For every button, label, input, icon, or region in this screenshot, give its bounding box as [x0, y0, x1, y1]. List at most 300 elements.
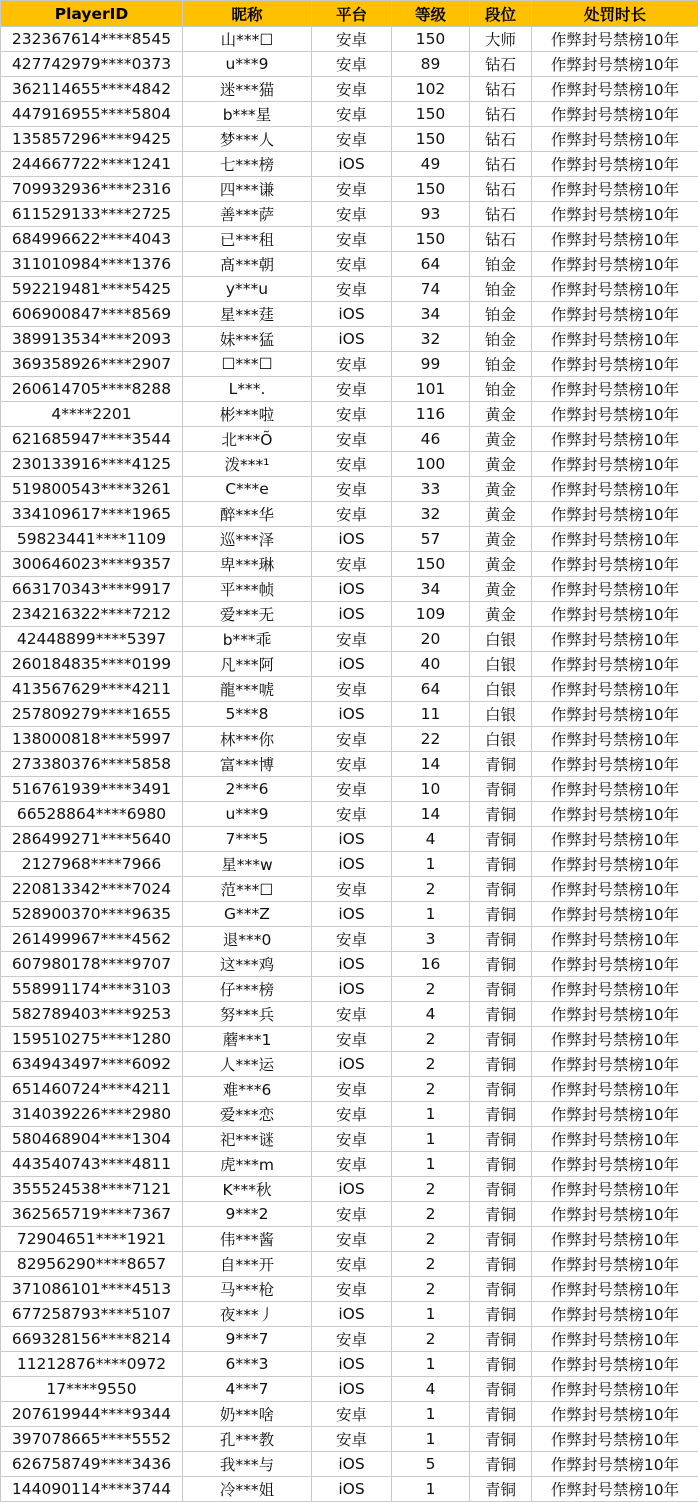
table-row — [1, 577, 698, 602]
platform-cell: iOS — [312, 1177, 392, 1202]
nickname-cell: K***秋 — [183, 1177, 312, 1202]
table-row — [1, 1102, 698, 1127]
player-id-cell: 2127968****7966 — [1, 852, 183, 877]
rank-cell: 白银 — [470, 702, 532, 727]
penalty-duration-cell: 作弊封号禁榜10年 — [532, 202, 698, 227]
penalty-duration-cell: 作弊封号禁榜10年 — [532, 252, 698, 277]
level-cell: 14 — [392, 802, 470, 827]
level-cell: 150 — [392, 177, 470, 202]
penalty-duration-cell: 作弊封号禁榜10年 — [532, 227, 698, 252]
table-row — [1, 1052, 698, 1077]
rank-cell: 钻石 — [470, 152, 532, 177]
platform-cell: iOS — [312, 1477, 392, 1502]
player-id-cell: 234216322****7212 — [1, 602, 183, 627]
platform-cell: iOS — [312, 1452, 392, 1477]
table-row — [1, 427, 698, 452]
table-row — [1, 102, 698, 127]
nickname-cell: 9***2 — [183, 1202, 312, 1227]
nickname-cell: 星***w — [183, 852, 312, 877]
level-cell: 20 — [392, 627, 470, 652]
nickname-cell: 伟***酱 — [183, 1227, 312, 1252]
player-id-cell: 261499967****4562 — [1, 927, 183, 952]
penalty-duration-cell: 作弊封号禁榜10年 — [532, 1052, 698, 1077]
penalty-duration-cell: 作弊封号禁榜10年 — [532, 1302, 698, 1327]
table-row — [1, 152, 698, 177]
player-id-cell: 232367614****8545 — [1, 27, 183, 52]
player-id-cell: 362565719****7367 — [1, 1202, 183, 1227]
penalty-duration-cell: 作弊封号禁榜10年 — [532, 27, 698, 52]
rank-cell: 青铜 — [470, 877, 532, 902]
table-header — [1, 1, 698, 27]
level-cell: 2 — [392, 1052, 470, 1077]
player-id-cell: 230133916****4125 — [1, 452, 183, 477]
rank-cell: 青铜 — [470, 1327, 532, 1352]
player-id-cell: 413567629****4211 — [1, 677, 183, 702]
table-row — [1, 1327, 698, 1352]
player-id-cell: 135857296****9425 — [1, 127, 183, 152]
nickname-cell: 妹***猛 — [183, 327, 312, 352]
rank-cell: 大师 — [470, 27, 532, 52]
penalty-duration-cell: 作弊封号禁榜10年 — [532, 952, 698, 977]
rank-cell: 青铜 — [470, 752, 532, 777]
level-cell: 109 — [392, 602, 470, 627]
player-id-cell: 59823441****1109 — [1, 527, 183, 552]
rank-cell: 青铜 — [470, 1302, 532, 1327]
table-row — [1, 302, 698, 327]
level-cell: 64 — [392, 252, 470, 277]
rank-cell: 钻石 — [470, 227, 532, 252]
player-id-cell: 311010984****1376 — [1, 252, 183, 277]
player-id-cell: 334109617****1965 — [1, 502, 183, 527]
penalty-duration-cell: 作弊封号禁榜10年 — [532, 52, 698, 77]
rank-cell: 青铜 — [470, 1177, 532, 1202]
table-row — [1, 227, 698, 252]
player-id-cell: 634943497****6092 — [1, 1052, 183, 1077]
level-cell: 10 — [392, 777, 470, 802]
platform-cell: 安卓 — [312, 1327, 392, 1352]
player-id-cell: 621685947****3544 — [1, 427, 183, 452]
penalty-duration-cell: 作弊封号禁榜10年 — [532, 477, 698, 502]
nickname-cell: 泼***¹ — [183, 452, 312, 477]
level-cell: 101 — [392, 377, 470, 402]
nickname-cell: 虎***m — [183, 1152, 312, 1177]
rank-cell: 铂金 — [470, 277, 532, 302]
platform-cell: iOS — [312, 1052, 392, 1077]
nickname-cell: 5***8 — [183, 702, 312, 727]
platform-cell: 安卓 — [312, 477, 392, 502]
penalty-duration-cell: 作弊封号禁榜10年 — [532, 177, 698, 202]
table-row — [1, 727, 698, 752]
penalty-duration-cell: 作弊封号禁榜10年 — [532, 752, 698, 777]
player-id-cell: 207619944****9344 — [1, 1402, 183, 1427]
header-player-id: PlayerID — [1, 1, 183, 27]
nickname-cell: 人***运 — [183, 1052, 312, 1077]
penalty-duration-cell: 作弊封号禁榜10年 — [532, 1377, 698, 1402]
level-cell: 2 — [392, 1027, 470, 1052]
nickname-cell: 髙***朝 — [183, 252, 312, 277]
player-id-cell: 371086101****4513 — [1, 1277, 183, 1302]
rank-cell: 白银 — [470, 652, 532, 677]
table-row — [1, 52, 698, 77]
table-row — [1, 852, 698, 877]
rank-cell: 黄金 — [470, 552, 532, 577]
table-row — [1, 702, 698, 727]
table-row — [1, 1252, 698, 1277]
player-id-cell: 17****9550 — [1, 1377, 183, 1402]
level-cell: 2 — [392, 1327, 470, 1352]
platform-cell: iOS — [312, 1352, 392, 1377]
nickname-cell: 9***7 — [183, 1327, 312, 1352]
level-cell: 4 — [392, 827, 470, 852]
player-id-cell: 516761939****3491 — [1, 777, 183, 802]
player-id-cell: 355524538****7121 — [1, 1177, 183, 1202]
level-cell: 3 — [392, 927, 470, 952]
header-platform: 平台 — [312, 1, 392, 27]
rank-cell: 青铜 — [470, 1102, 532, 1127]
platform-cell: 安卓 — [312, 1027, 392, 1052]
nickname-cell: 爱***无 — [183, 602, 312, 627]
nickname-cell: 蘑***1 — [183, 1027, 312, 1052]
penalty-duration-cell: 作弊封号禁榜10年 — [532, 677, 698, 702]
level-cell: 2 — [392, 1227, 470, 1252]
rank-cell: 黄金 — [470, 527, 532, 552]
penalty-duration-cell: 作弊封号禁榜10年 — [532, 1277, 698, 1302]
nickname-cell: 龍***唬 — [183, 677, 312, 702]
nickname-cell: 四***谦 — [183, 177, 312, 202]
penalty-duration-cell: 作弊封号禁榜10年 — [532, 302, 698, 327]
level-cell: 1 — [392, 1427, 470, 1452]
penalty-duration-cell: 作弊封号禁榜10年 — [532, 1177, 698, 1202]
table-row — [1, 527, 698, 552]
rank-cell: 铂金 — [470, 377, 532, 402]
platform-cell: iOS — [312, 977, 392, 1002]
nickname-cell: 卑***琳 — [183, 552, 312, 577]
level-cell: 1 — [392, 852, 470, 877]
rank-cell: 钻石 — [470, 77, 532, 102]
table-row — [1, 202, 698, 227]
platform-cell: iOS — [312, 952, 392, 977]
nickname-cell: y***u — [183, 277, 312, 302]
platform-cell: 安卓 — [312, 1202, 392, 1227]
player-id-cell: 4****2201 — [1, 402, 183, 427]
rank-cell: 青铜 — [470, 927, 532, 952]
header-row — [1, 1, 698, 27]
rank-cell: 铂金 — [470, 302, 532, 327]
rank-cell: 青铜 — [470, 1352, 532, 1377]
level-cell: 16 — [392, 952, 470, 977]
platform-cell: iOS — [312, 1377, 392, 1402]
penalty-duration-cell: 作弊封号禁榜10年 — [532, 1102, 698, 1127]
nickname-cell: 难***6 — [183, 1077, 312, 1102]
platform-cell: 安卓 — [312, 1102, 392, 1127]
player-id-cell: 669328156****8214 — [1, 1327, 183, 1352]
rank-cell: 黄金 — [470, 577, 532, 602]
penalty-duration-cell: 作弊封号禁榜10年 — [532, 852, 698, 877]
penalty-duration-cell: 作弊封号禁榜10年 — [532, 1002, 698, 1027]
player-id-cell: 257809279****1655 — [1, 702, 183, 727]
table-row — [1, 1027, 698, 1052]
level-cell: 34 — [392, 302, 470, 327]
nickname-cell: 梦***人 — [183, 127, 312, 152]
penalty-duration-cell: 作弊封号禁榜10年 — [532, 802, 698, 827]
nickname-cell: 夜***丿 — [183, 1302, 312, 1327]
rank-cell: 青铜 — [470, 977, 532, 1002]
player-id-cell: 592219481****5425 — [1, 277, 183, 302]
nickname-cell: 4***7 — [183, 1377, 312, 1402]
penalty-duration-cell: 作弊封号禁榜10年 — [532, 902, 698, 927]
level-cell: 14 — [392, 752, 470, 777]
platform-cell: 安卓 — [312, 1402, 392, 1427]
table-row — [1, 1452, 698, 1477]
penalty-duration-cell: 作弊封号禁榜10年 — [532, 1477, 698, 1502]
penalty-duration-cell: 作弊封号禁榜10年 — [532, 727, 698, 752]
rank-cell: 白银 — [470, 677, 532, 702]
platform-cell: 安卓 — [312, 627, 392, 652]
penalty-duration-cell: 作弊封号禁榜10年 — [532, 527, 698, 552]
penalty-duration-cell: 作弊封号禁榜10年 — [532, 827, 698, 852]
nickname-cell: 巡***泽 — [183, 527, 312, 552]
nickname-cell: 马***枪 — [183, 1277, 312, 1302]
penalty-duration-cell: 作弊封号禁榜10年 — [532, 1202, 698, 1227]
rank-cell: 青铜 — [470, 1252, 532, 1277]
level-cell: 33 — [392, 477, 470, 502]
player-id-cell: 582789403****9253 — [1, 1002, 183, 1027]
player-id-cell: 677258793****5107 — [1, 1302, 183, 1327]
penalty-duration-cell: 作弊封号禁榜10年 — [532, 927, 698, 952]
level-cell: 150 — [392, 127, 470, 152]
platform-cell: 安卓 — [312, 502, 392, 527]
player-id-cell: 397078665****5552 — [1, 1427, 183, 1452]
platform-cell: 安卓 — [312, 927, 392, 952]
player-id-cell: 244667722****1241 — [1, 152, 183, 177]
level-cell: 2 — [392, 1177, 470, 1202]
platform-cell: iOS — [312, 327, 392, 352]
rank-cell: 黄金 — [470, 477, 532, 502]
nickname-cell: 6***3 — [183, 1352, 312, 1377]
rank-cell: 白银 — [470, 627, 532, 652]
penalty-duration-cell: 作弊封号禁榜10年 — [532, 502, 698, 527]
table-row — [1, 1477, 698, 1502]
level-cell: 2 — [392, 977, 470, 1002]
player-id-cell: 72904651****1921 — [1, 1227, 183, 1252]
platform-cell: 安卓 — [312, 377, 392, 402]
level-cell: 150 — [392, 552, 470, 577]
penalty-duration-cell: 作弊封号禁榜10年 — [532, 1077, 698, 1102]
platform-cell: 安卓 — [312, 252, 392, 277]
header-nickname: 昵称 — [183, 1, 312, 27]
table-row — [1, 452, 698, 477]
table-row — [1, 377, 698, 402]
rank-cell: 白银 — [470, 727, 532, 752]
player-id-cell: 519800543****3261 — [1, 477, 183, 502]
nickname-cell: b***星 — [183, 102, 312, 127]
player-id-cell: 314039226****2980 — [1, 1102, 183, 1127]
table-row — [1, 802, 698, 827]
nickname-cell: b***乖 — [183, 627, 312, 652]
penalty-duration-cell: 作弊封号禁榜10年 — [532, 77, 698, 102]
nickname-cell: 彬***啦 — [183, 402, 312, 427]
level-cell: 2 — [392, 1252, 470, 1277]
rank-cell: 铂金 — [470, 352, 532, 377]
penalty-duration-cell: 作弊封号禁榜10年 — [532, 702, 698, 727]
rank-cell: 青铜 — [470, 1452, 532, 1477]
level-cell: 1 — [392, 1152, 470, 1177]
platform-cell: 安卓 — [312, 1427, 392, 1452]
rank-cell: 钻石 — [470, 177, 532, 202]
level-cell: 2 — [392, 1277, 470, 1302]
penalty-duration-cell: 作弊封号禁榜10年 — [532, 277, 698, 302]
rank-cell: 青铜 — [470, 1077, 532, 1102]
platform-cell: 安卓 — [312, 52, 392, 77]
rank-cell: 青铜 — [470, 1027, 532, 1052]
platform-cell: iOS — [312, 852, 392, 877]
level-cell: 49 — [392, 152, 470, 177]
table-row — [1, 277, 698, 302]
table-row — [1, 27, 698, 52]
platform-cell: 安卓 — [312, 1252, 392, 1277]
rank-cell: 青铜 — [470, 1152, 532, 1177]
header-level: 等级 — [392, 1, 470, 27]
nickname-cell: 北***Õ — [183, 427, 312, 452]
rank-cell: 青铜 — [470, 1377, 532, 1402]
platform-cell: iOS — [312, 902, 392, 927]
platform-cell: 安卓 — [312, 752, 392, 777]
level-cell: 34 — [392, 577, 470, 602]
player-id-cell: 82956290****8657 — [1, 1252, 183, 1277]
platform-cell: 安卓 — [312, 427, 392, 452]
table-row — [1, 752, 698, 777]
penalty-duration-cell: 作弊封号禁榜10年 — [532, 1227, 698, 1252]
table-row — [1, 877, 698, 902]
nickname-cell: 2***6 — [183, 777, 312, 802]
level-cell: 2 — [392, 1077, 470, 1102]
penalty-duration-cell: 作弊封号禁榜10年 — [532, 1327, 698, 1352]
level-cell: 1 — [392, 1102, 470, 1127]
level-cell: 2 — [392, 877, 470, 902]
table-row — [1, 1202, 698, 1227]
player-id-cell: 159510275****1280 — [1, 1027, 183, 1052]
table-row — [1, 927, 698, 952]
nickname-cell: 林***你 — [183, 727, 312, 752]
platform-cell: iOS — [312, 827, 392, 852]
penalty-duration-cell: 作弊封号禁榜10年 — [532, 1152, 698, 1177]
platform-cell: 安卓 — [312, 277, 392, 302]
nickname-cell: 奶***啥 — [183, 1402, 312, 1427]
penalty-duration-cell: 作弊封号禁榜10年 — [532, 1352, 698, 1377]
platform-cell: 安卓 — [312, 877, 392, 902]
level-cell: 89 — [392, 52, 470, 77]
platform-cell: 安卓 — [312, 77, 392, 102]
platform-cell: 安卓 — [312, 1077, 392, 1102]
nickname-cell: 7***5 — [183, 827, 312, 852]
level-cell: 1 — [392, 1352, 470, 1377]
nickname-cell: 努***兵 — [183, 1002, 312, 1027]
table-row — [1, 677, 698, 702]
nickname-cell: 已***租 — [183, 227, 312, 252]
penalty-duration-cell: 作弊封号禁榜10年 — [532, 652, 698, 677]
table-row — [1, 477, 698, 502]
platform-cell: iOS — [312, 527, 392, 552]
level-cell: 22 — [392, 727, 470, 752]
nickname-cell: 爱***恋 — [183, 1102, 312, 1127]
table-row — [1, 627, 698, 652]
level-cell: 2 — [392, 1202, 470, 1227]
header-rank: 段位 — [470, 1, 532, 27]
table-row — [1, 1077, 698, 1102]
platform-cell: 安卓 — [312, 352, 392, 377]
penalty-duration-cell: 作弊封号禁榜10年 — [532, 127, 698, 152]
player-id-cell: 607980178****9707 — [1, 952, 183, 977]
platform-cell: 安卓 — [312, 552, 392, 577]
player-id-cell: 611529133****2725 — [1, 202, 183, 227]
platform-cell: iOS — [312, 702, 392, 727]
level-cell: 32 — [392, 502, 470, 527]
nickname-cell: 善***萨 — [183, 202, 312, 227]
level-cell: 4 — [392, 1377, 470, 1402]
player-id-cell: 606900847****8569 — [1, 302, 183, 327]
table-row — [1, 1302, 698, 1327]
player-id-cell: 144090114****3744 — [1, 1477, 183, 1502]
rank-cell: 钻石 — [470, 202, 532, 227]
penalty-duration-cell: 作弊封号禁榜10年 — [532, 327, 698, 352]
player-id-cell: 651460724****4211 — [1, 1077, 183, 1102]
table-row — [1, 827, 698, 852]
platform-cell: 安卓 — [312, 227, 392, 252]
rank-cell: 青铜 — [470, 1202, 532, 1227]
level-cell: 1 — [392, 1402, 470, 1427]
table-row — [1, 352, 698, 377]
level-cell: 99 — [392, 352, 470, 377]
header-penalty-duration: 处罚时长 — [532, 1, 698, 27]
player-id-cell: 66528864****6980 — [1, 802, 183, 827]
player-id-cell: 684996622****4043 — [1, 227, 183, 252]
rank-cell: 黄金 — [470, 502, 532, 527]
player-id-cell: 528900370****9635 — [1, 902, 183, 927]
penalty-duration-cell: 作弊封号禁榜10年 — [532, 577, 698, 602]
rank-cell: 黄金 — [470, 427, 532, 452]
table-row — [1, 402, 698, 427]
platform-cell: 安卓 — [312, 727, 392, 752]
level-cell: 150 — [392, 227, 470, 252]
nickname-cell: 富***博 — [183, 752, 312, 777]
level-cell: 1 — [392, 1477, 470, 1502]
rank-cell: 钻石 — [470, 52, 532, 77]
player-id-cell: 663170343****9917 — [1, 577, 183, 602]
table-row — [1, 977, 698, 1002]
level-cell: 150 — [392, 27, 470, 52]
penalty-duration-cell: 作弊封号禁榜10年 — [532, 1452, 698, 1477]
platform-cell: iOS — [312, 602, 392, 627]
rank-cell: 青铜 — [470, 777, 532, 802]
nickname-cell: 冷***姐 — [183, 1477, 312, 1502]
platform-cell: iOS — [312, 152, 392, 177]
level-cell: 32 — [392, 327, 470, 352]
table-row — [1, 1427, 698, 1452]
platform-cell: 安卓 — [312, 677, 392, 702]
nickname-cell: ☐***☐ — [183, 352, 312, 377]
player-id-cell: 260614705****8288 — [1, 377, 183, 402]
player-id-cell: 362114655****4842 — [1, 77, 183, 102]
table-row — [1, 177, 698, 202]
penalty-duration-cell: 作弊封号禁榜10年 — [532, 102, 698, 127]
platform-cell: 安卓 — [312, 777, 392, 802]
player-id-cell: 369358926****2907 — [1, 352, 183, 377]
player-id-cell: 626758749****3436 — [1, 1452, 183, 1477]
penalty-duration-cell: 作弊封号禁榜10年 — [532, 1127, 698, 1152]
nickname-cell: C***e — [183, 477, 312, 502]
nickname-cell: 这***鸡 — [183, 952, 312, 977]
platform-cell: iOS — [312, 1302, 392, 1327]
